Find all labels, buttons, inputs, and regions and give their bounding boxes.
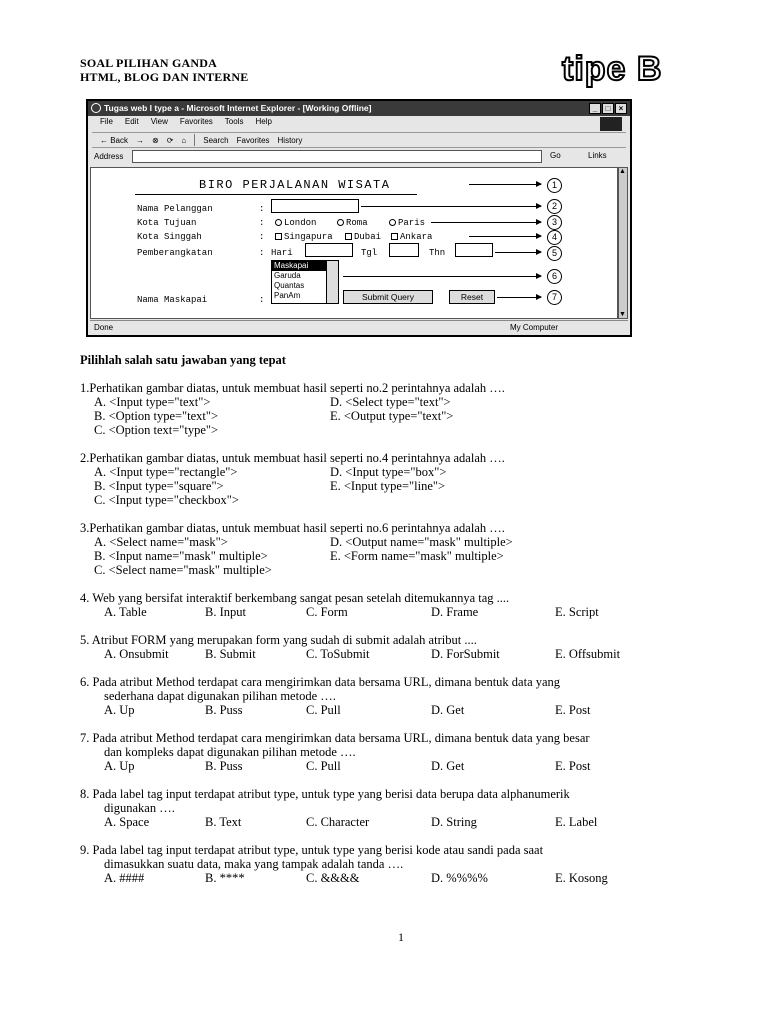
browser-titlebar	[88, 101, 630, 116]
question-text: sederhana dapat digunakan pilihan metode ….	[104, 689, 336, 703]
ie-icon	[91, 103, 101, 113]
stop-button[interactable]: ⊗	[152, 135, 159, 145]
question-text: 7. Pada atribut Method terdapat cara mengirimkan data bersama URL, dimana bentuk data yang besar	[80, 731, 590, 745]
answer-option: E. Label	[555, 815, 598, 829]
marker-4: 4	[547, 230, 562, 245]
answer-option: B. Puss	[205, 703, 243, 717]
search-button[interactable]: Search	[203, 135, 229, 145]
go-button[interactable]: Go	[550, 151, 561, 160]
reset-button[interactable]: Reset	[449, 290, 495, 304]
toolbar-divider	[194, 134, 195, 146]
toolbar	[92, 132, 626, 148]
question-text: 8. Pada label tag input terdapat atribut type, untuk type yang berisi data berupa data alphanumerik	[80, 787, 570, 801]
question-text: 2.Perhatikan gambar diatas, untuk membuat hasil seperti no.4 perintahnya adalah ….	[80, 451, 505, 465]
doc-subtitle: HTML, BLOG DAN INTERNE	[80, 70, 249, 84]
status-done: Done	[94, 323, 114, 332]
radio-roma[interactable]: Roma	[337, 218, 368, 228]
browser-window	[86, 99, 632, 337]
links-button[interactable]: Links	[588, 151, 607, 160]
address-input[interactable]	[132, 150, 542, 163]
question-text: 9. Pada label tag input terdapat atribut type, untuk type yang berisi kode atau sandi pada saat	[80, 843, 544, 857]
answer-option: B. <Input name="mask" multiple>	[94, 549, 268, 563]
menu-file[interactable]: File	[100, 117, 113, 126]
answer-option: A. <Input type="rectangle">	[94, 465, 238, 479]
label-tgl: Tgl	[361, 248, 378, 258]
answer-option: C. Pull	[306, 759, 341, 773]
answer-option: D. %%%%	[431, 871, 488, 885]
list-item[interactable]: Maskapai	[272, 261, 338, 271]
radio-london[interactable]: London	[275, 218, 316, 228]
marker-5: 5	[547, 246, 562, 261]
question-text: dimasukkan suatu data, maka yang tampak adalah tanda ….	[104, 857, 404, 871]
question-text: 5. Atribut FORM yang merupakan form yang sudah di submit adalah atribut ....	[80, 633, 477, 647]
question-text: digunakan ….	[104, 801, 175, 815]
address-label: Address	[94, 152, 124, 161]
checkbox-dubai[interactable]: Dubai	[345, 232, 381, 242]
answer-option: C. Form	[306, 605, 348, 619]
marker-2: 2	[547, 199, 562, 214]
marker-6: 6	[547, 269, 562, 284]
maskapai-select[interactable]	[271, 260, 339, 304]
answer-option: A. Up	[104, 759, 135, 773]
marker-1: 1	[547, 178, 562, 193]
refresh-button[interactable]: ⟳	[166, 135, 174, 145]
answer-option: E. Kosong	[555, 871, 608, 885]
form-title: BIRO PERJALANAN WISATA	[199, 178, 391, 192]
answer-option: A. Space	[104, 815, 150, 829]
minimize-button[interactable]: _	[589, 103, 601, 114]
list-item[interactable]: Quantas	[274, 281, 305, 290]
answer-option: A. Onsubmit	[104, 647, 169, 661]
page-scrollbar[interactable]	[618, 167, 628, 319]
colon: :	[259, 218, 265, 228]
question-text: 3.Perhatikan gambar diatas, untuk membuat hasil seperti no.6 perintahnya adalah ….	[80, 521, 505, 535]
answer-option: E. Post	[555, 759, 591, 773]
answer-option: B. Input	[205, 605, 246, 619]
status-zone: My Computer	[510, 323, 559, 332]
nama-pelanggan-input[interactable]	[271, 199, 359, 213]
label-nama-pelanggan: Nama Pelanggan	[137, 204, 213, 214]
colon: :	[259, 232, 265, 242]
checkbox-icon	[275, 233, 282, 240]
answer-option: E. <Form name="mask" multiple>	[330, 549, 504, 563]
menu-favorites[interactable]: Favorites	[179, 117, 213, 126]
colon: :	[259, 295, 265, 305]
question-text: 4. Web yang bersifat interaktif berkembang sangat pesan setelah ditemukannya tag ....	[80, 591, 510, 605]
colon: :	[259, 248, 265, 258]
answer-option: A. ####	[104, 871, 145, 885]
answer-option: A. <Input type="text">	[94, 395, 211, 409]
arrow-5	[495, 252, 541, 253]
arrow-4	[469, 236, 541, 237]
answer-option: B. <Option type="text">	[94, 409, 219, 423]
checkbox-icon	[391, 233, 398, 240]
answer-option: E. Post	[555, 703, 591, 717]
instruction: Pilihlah salah satu jawaban yang tepat	[80, 353, 286, 367]
label-hari: Hari	[271, 248, 293, 258]
label-thn: Thn	[429, 248, 446, 258]
answer-option: B. <Input type="square">	[94, 479, 224, 493]
arrow-3	[431, 222, 541, 223]
answer-option: C. &&&&	[306, 871, 360, 885]
page-number: 1	[398, 930, 404, 944]
submit-button[interactable]: Submit Query	[343, 290, 433, 304]
answer-option: D. <Select type="text">	[330, 395, 451, 409]
colon: :	[259, 204, 265, 214]
marker-3: 3	[547, 215, 562, 230]
answer-option: A. Table	[104, 605, 147, 619]
address-bar	[92, 150, 626, 164]
label-kota-singgah: Kota Singgah	[137, 232, 202, 242]
tipe-label: tipe B	[562, 50, 663, 88]
arrow-1	[469, 184, 541, 185]
answer-option: D. Frame	[431, 605, 479, 619]
checkbox-icon	[345, 233, 352, 240]
answer-option: E. <Input type="line">	[330, 479, 446, 493]
answer-option: C. <Select name="mask" multiple>	[94, 563, 272, 577]
checkbox-singapura[interactable]: Singapura	[275, 232, 333, 242]
close-button[interactable]: ×	[615, 103, 627, 114]
list-scrollbar[interactable]	[326, 261, 338, 303]
history-button[interactable]: History	[277, 135, 303, 145]
page-content	[90, 167, 618, 319]
arrow-6	[343, 276, 541, 277]
answer-option: D. Get	[431, 759, 465, 773]
arrow-7	[497, 297, 541, 298]
menu-bar	[92, 117, 626, 130]
title-underline	[135, 194, 417, 195]
status-bar	[90, 320, 628, 333]
forward-button[interactable]: →	[136, 135, 145, 145]
menu-view[interactable]: View	[150, 117, 168, 126]
list-item[interactable]: Garuda	[274, 271, 301, 280]
answer-option: E. <Output type="text">	[330, 409, 454, 423]
back-button[interactable]: ← Back	[100, 135, 129, 145]
answer-option: C. <Input type="checkbox">	[94, 493, 239, 507]
answer-option: B. Submit	[205, 647, 256, 661]
windows-logo-icon	[600, 117, 622, 131]
radio-icon	[337, 219, 344, 226]
label-pemberangkatan: Pemberangkatan	[137, 248, 213, 258]
answer-option: D. ForSubmit	[431, 647, 500, 661]
answer-option: A. <Select name="mask">	[94, 535, 228, 549]
label-nama-maskapai: Nama Maskapai	[137, 295, 208, 305]
arrow-2	[361, 206, 541, 207]
menu-help[interactable]: Help	[255, 117, 272, 126]
maximize-button[interactable]: □	[602, 103, 614, 114]
answer-option: B. ****	[205, 871, 245, 885]
answer-option: E. Script	[555, 605, 599, 619]
answer-option: D. <Output name="mask" multiple>	[330, 535, 513, 549]
answer-option: C. Pull	[306, 703, 341, 717]
doc-title: SOAL PILIHAN GANDA	[80, 56, 217, 70]
answer-option: E. Offsubmit	[555, 647, 621, 661]
radio-icon	[389, 219, 396, 226]
home-button[interactable]: ⌂	[181, 135, 187, 145]
hari-input[interactable]	[305, 243, 353, 257]
checkbox-ankara[interactable]: Ankara	[391, 232, 432, 242]
question-text: 1.Perhatikan gambar diatas, untuk membuat hasil seperti no.2 perintahnya adalah ….	[80, 381, 505, 395]
menu-tools[interactable]: Tools	[224, 117, 244, 126]
label-kota-tujuan: Kota Tujuan	[137, 218, 197, 228]
question-text: dan kompleks dapat digunakan pilihan metode ….	[104, 745, 356, 759]
answer-option: D. Get	[431, 703, 465, 717]
answer-option: A. Up	[104, 703, 135, 717]
radio-paris[interactable]: Paris	[389, 218, 425, 228]
answer-option: B. Text	[205, 815, 242, 829]
answer-option: C. ToSubmit	[306, 647, 370, 661]
browser-title: Tugas web I type a - Microsoft Internet Explorer - [Working Offline]	[104, 103, 372, 113]
menu-edit[interactable]: Edit	[124, 117, 139, 126]
radio-icon	[275, 219, 282, 226]
thn-input[interactable]	[455, 243, 493, 257]
marker-7: 7	[547, 290, 562, 305]
question-text: 6. Pada atribut Method terdapat cara mengirimkan data bersama URL, dimana bentuk data yang	[80, 675, 561, 689]
answer-option: D. String	[431, 815, 477, 829]
favorites-button[interactable]: Favorites	[236, 135, 270, 145]
answer-option: D. <Input type="box">	[330, 465, 447, 479]
list-item[interactable]: PanAm	[274, 291, 301, 300]
answer-option: C. <Option text="type">	[94, 423, 219, 437]
answer-option: C. Character	[306, 815, 370, 829]
tgl-input[interactable]	[389, 243, 419, 257]
answer-option: B. Puss	[205, 759, 243, 773]
